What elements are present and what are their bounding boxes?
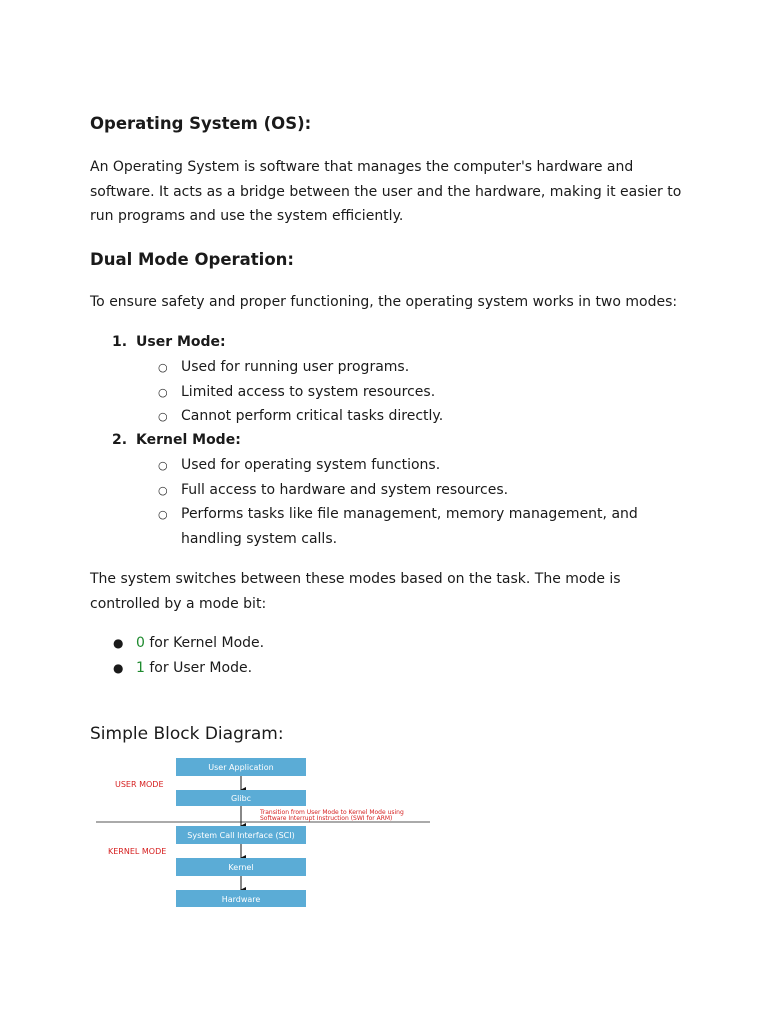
hollow-bullet-icon: ○ <box>158 361 168 374</box>
hollow-bullet-icon: ○ <box>158 508 168 521</box>
transition-note: Software Interrupt Instruction (SWI for ARM) <box>260 815 393 822</box>
box-hardware <box>176 890 306 907</box>
mode-bit-text: for User Mode. <box>144 660 253 676</box>
list-item: Used for running user programs. <box>181 359 410 375</box>
switch-line: The system switches between these modes based on the task. The mode is <box>90 571 621 587</box>
bullet-icon: ● <box>113 636 124 650</box>
box-label: System Call Interface (SCI) <box>187 831 295 840</box>
mode-bit-item <box>136 635 264 651</box>
os-para-line: An Operating System is software that manages the computer's hardware and <box>90 159 634 175</box>
box-label: Hardware <box>221 895 261 904</box>
hollow-bullet-icon: ○ <box>158 410 168 423</box>
box-user-application <box>176 758 306 776</box>
box-label: Kernel <box>228 863 254 872</box>
os-para-line: software. It acts as a bridge between the user and the hardware, making it easier to <box>90 183 682 200</box>
os-para-line: run programs and use the system efficiently. <box>90 208 404 224</box>
box-system-call-interface <box>176 826 306 844</box>
os-paragraph <box>90 155 690 229</box>
list-item: Used for operating system functions. <box>181 457 441 473</box>
list-item: Limited access to system resources. <box>181 384 436 400</box>
switch-paragraph <box>90 567 690 616</box>
mode-title-kernel: Kernel Mode: <box>136 432 241 448</box>
os-heading: Operating System (OS): <box>90 114 312 133</box>
mode-title-user: User Mode: <box>136 334 226 350</box>
list-item: Cannot perform critical tasks directly. <box>181 408 444 424</box>
mode-bit-text: for Kernel Mode. <box>144 635 265 651</box>
block-diagram-heading: Simple Block Diagram: <box>90 724 284 744</box>
hollow-bullet-icon: ○ <box>158 459 168 472</box>
mode-bit-item <box>136 660 252 676</box>
list-item: Full access to hardware and system resources. <box>181 482 509 498</box>
box-glibc <box>176 790 306 806</box>
mode-bit-value: 0 <box>136 635 145 651</box>
mode-number: 2. <box>112 432 128 448</box>
box-kernel <box>176 858 306 876</box>
box-label: User Application <box>208 763 274 772</box>
list-item: Performs tasks like file management, memory management, and <box>181 506 638 522</box>
mode-number: 1. <box>112 334 128 350</box>
mode-bit-value: 1 <box>136 660 145 676</box>
switch-line: controlled by a mode bit: <box>90 595 267 612</box>
hollow-bullet-icon: ○ <box>158 484 168 497</box>
list-item-continuation: handling system calls. <box>181 531 338 547</box>
transition-note: Transition from User Mode to Kernel Mode using <box>260 809 404 816</box>
box-label: Glibc <box>230 794 252 803</box>
kernel-mode-label: KERNEL MODE <box>108 847 167 856</box>
bullet-icon: ● <box>113 661 124 675</box>
user-mode-label: USER MODE <box>115 780 164 789</box>
dual-mode-heading: Dual Mode Operation: <box>90 250 295 269</box>
hollow-bullet-icon: ○ <box>158 386 168 399</box>
dual-mode-intro: To ensure safety and proper functioning, the operating system works in two modes: <box>90 294 678 310</box>
block-diagram <box>0 750 768 915</box>
